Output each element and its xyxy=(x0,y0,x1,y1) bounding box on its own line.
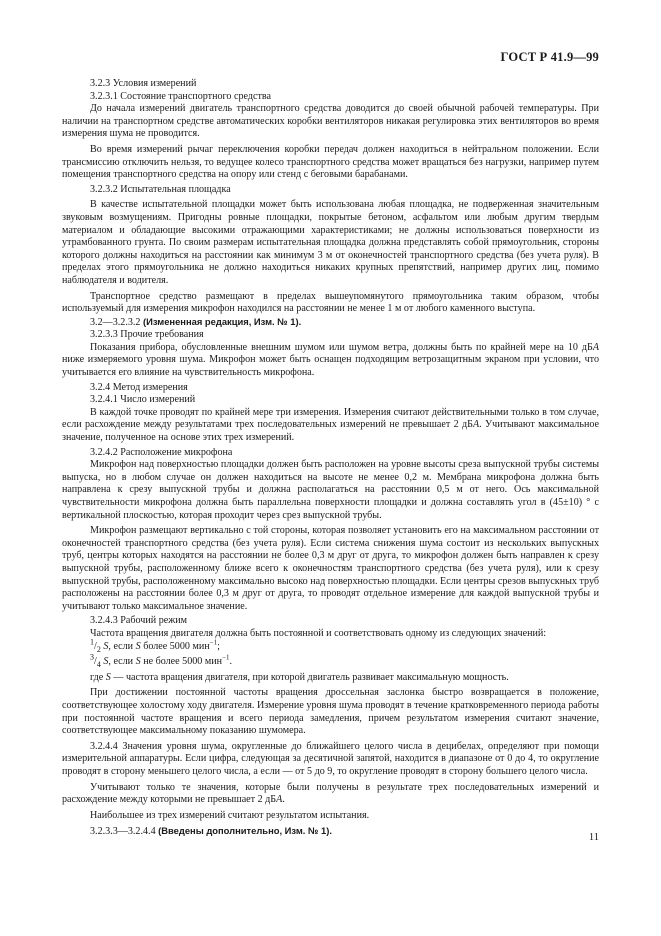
paragraph: Наибольшее из трех измерений считают результатом испытания. xyxy=(90,809,370,821)
fraction-denominator: 4 xyxy=(96,660,101,670)
paragraph: При достижении постоянной частоты вращения дроссельная заслонка быстро возвращается в положение, соответствующее холостому ходу двигателя. Измерение уровня шума проводят в течение кратковременного периода работы при постоянной частоте вращения и всего периода замедления, причем результатом измерения считают значение, соответствующее максимальному показанию шумомера. xyxy=(62,687,599,737)
text-run: В каждой точке проводят по крайней мере три измерения. Измерения считают действительными только в том случае, если расхождение между результатами трех последовательных измерений не превышает 2 дБ xyxy=(62,406,599,431)
paragraph: Во время измерений рычаг переключения коробки передач должен находиться в нейтральном положении. Если трансмиссию отключить нельзя, то ведущее колесо транспортного средства может вращаться без нагрузки, например путем помещения транспортного средства на опору или стенд с беговыми барабанами. xyxy=(62,143,599,181)
exponent: −1 xyxy=(209,638,218,647)
unit-italic: А xyxy=(472,419,480,431)
paragraph: Микрофон размещают вертикально с той стороны, которая позволяет установить его на максимальном расстоянии от оконечностей транспортного средства (без учета руля). Если система снижения шума состоит из нескольких выпускных труб, центры которых находятся на расстоянии не более 0,3 м друг от друга, то микрофон должен быть направлен к срезу выпускной трубы, расположенному ближе всего к оконечностям транспортного средства (без учета руля), или к срезу выпускной трубы, расположенному максимально высоко над поверхностью площадки. Если центры срезов выпускных труб расположены на расстоянии более 0,3 м друг от друга, то проводят отдельное измерение для каждой выпускной трубы и учитывают только максимальное значение. xyxy=(62,525,599,612)
subsection-heading-3-2-3-1: 3.2.3.1 Состояние транспортного средства xyxy=(90,90,272,102)
document-body xyxy=(62,78,599,839)
document-header: ГОСТ Р 41.9—99 xyxy=(500,50,599,64)
paragraph: Микрофон над поверхностью площадки должен быть расположен на уровне высоты среза выпускной трубы системы выпуска, но в любом случае он должен находиться на высоте не менее 0,2 м. Мембрана микрофона должна быть направлена к срезу выпускной трубы и должна располагаться на расстоянии 0,5 м от него. Ось максимальной чувствительности микрофона должна быть параллельна поверхности площадки и должна составлять угол в (45±10) ° с вертикальной плоскостью, которая проходит через срез выпускной трубы. xyxy=(62,459,599,521)
text-run: , если xyxy=(108,640,136,652)
exponent: −1 xyxy=(222,653,230,662)
subsection-heading-3-2-4-1: 3.2.4.1 Число измерений xyxy=(90,394,196,406)
subsection-heading-3-2-4-3: 3.2.4.3 Рабочий режим xyxy=(90,615,187,627)
paragraph xyxy=(62,782,599,807)
paragraph xyxy=(62,342,599,380)
page-number: 11 xyxy=(588,832,599,843)
text-run: ниже измеряемого уровня шума. Микрофон может быть оснащен подходящим ветрозащитным экраном при условии, что учитывается его влияние на чувствительность микрофона. xyxy=(62,354,599,379)
subsection-heading-3-2-4-2: 3.2.4.2 Расположение микрофона xyxy=(90,446,233,458)
variable-s: S xyxy=(105,671,111,683)
formula-legend xyxy=(62,672,599,685)
fraction-denominator: 2 xyxy=(96,644,101,654)
variable-s: S xyxy=(103,656,109,668)
paragraph: В качестве испытательной площадки может быть использована любая площадка, не подверженная значительным звуковым возмущениям. Пригодны ровные площадки, покрытые бетоном, асфальтом или любым другим твердым материалом и обладающие высокими отражающими характеристиками; не должны использоваться поверхности из утрамбованного грунта. По своим размерам испытательная площадка должна представлять собой прямоугольник, стороны которого должны находиться на расстоянии как минимум 3 м от оконечностей транспортного средства (без учета руля). В пределах этого прямоугольника не должно находиться никаких крупных препятствий, например других лиц, помимо наблюдателя и водителя. xyxy=(62,199,599,286)
section-heading-3-2-3: 3.2.3 Условия измерений xyxy=(90,78,197,89)
variable-s: S xyxy=(135,640,141,652)
text-run: , если xyxy=(108,656,136,668)
text-run: . xyxy=(229,656,233,668)
text-run: . xyxy=(282,794,285,806)
paragraph: Транспортное средство размещают в пределах вышеупомянутого прямоугольника таким образом, чтобы используемый для измерения микрофон находился на расстоянии не менее 1 м от любого каменного выступа. xyxy=(62,290,599,315)
paragraph xyxy=(62,407,599,445)
amendment-note xyxy=(62,825,599,839)
unit-italic: А xyxy=(592,341,599,353)
text-run: где xyxy=(90,671,106,683)
formula-line-2: $^3/_4$ S, если S не более 5000 мин$^{-1}$. xyxy=(90,652,233,670)
text-run: — частота вращения двигателя, при которой двигатель развивает максимальную мощность. xyxy=(110,671,509,683)
amendment-note xyxy=(62,316,599,330)
fraction-numerator: 1 xyxy=(90,637,94,647)
formula-line-1: $^1/_2$ S, если S более 5000 мин$^{-1}$; xyxy=(90,637,220,654)
text-run: ; xyxy=(217,640,220,652)
subsection-3-2-4-4: 3.2.4.4 Значения уровня шума, округленные до ближайшего целого числа в децибелах, определяют при помощи измерительной аппаратуры. Если цифра, следующая за десятичной запятой, находится в диапазоне от 0 до 4, то округление проводят в сторону меньшего целого числа, а если — от 5 до 9, то округление проводят в сторону большего целого числа. xyxy=(62,740,599,777)
section-heading-3-2-4: 3.2.4 Метод измерения xyxy=(90,381,188,393)
amendment-text: (Измененная редакция, Изм. № 1). xyxy=(143,315,302,327)
amendment-text: (Введены дополнительно, Изм. № 1). xyxy=(158,825,332,837)
paragraph: Частота вращения двигателя должна быть постоянной и соответствовать одному из следующих значений: xyxy=(90,627,547,639)
variable-s: S xyxy=(103,640,109,652)
amendment-range: 3.2—3.2.3.2 xyxy=(90,316,143,328)
paragraph: До начала измерений двигатель транспортного средства доводится до своей обычной рабочей температуры. При наличии на транспортном средстве автоматических коробки вентиляторов никакая регулировка этих вентиляторов во время измерения шума не проводится. xyxy=(62,103,599,140)
text-run: . Учитывают максимальное значение, полученное на основе этих трех измерений. xyxy=(62,419,600,444)
amendment-range: 3.2.3.3—3.2.4.4 xyxy=(90,826,159,838)
unit-italic: А xyxy=(276,794,283,806)
subsection-heading-3-2-3-2: 3.2.3.2 Испытательная площадка xyxy=(90,183,231,195)
text-run: не более 5000 мин xyxy=(140,656,223,668)
text-run: Учитывают только те значения, которые были получены в результате трех последовательных измерений и расхождение между которыми не превышает 2 дБ xyxy=(62,781,599,806)
fraction-numerator: 3 xyxy=(90,652,94,662)
text-run: более 5000 мин xyxy=(140,640,210,652)
variable-s: S xyxy=(135,656,141,668)
subsection-heading-3-2-3-3: 3.2.3.3 Прочие требования xyxy=(90,329,204,341)
text-run: Показания прибора, обусловленные внешним шумом или шумом ветра, должны быть по крайней мере на 10 дБ xyxy=(90,341,593,353)
